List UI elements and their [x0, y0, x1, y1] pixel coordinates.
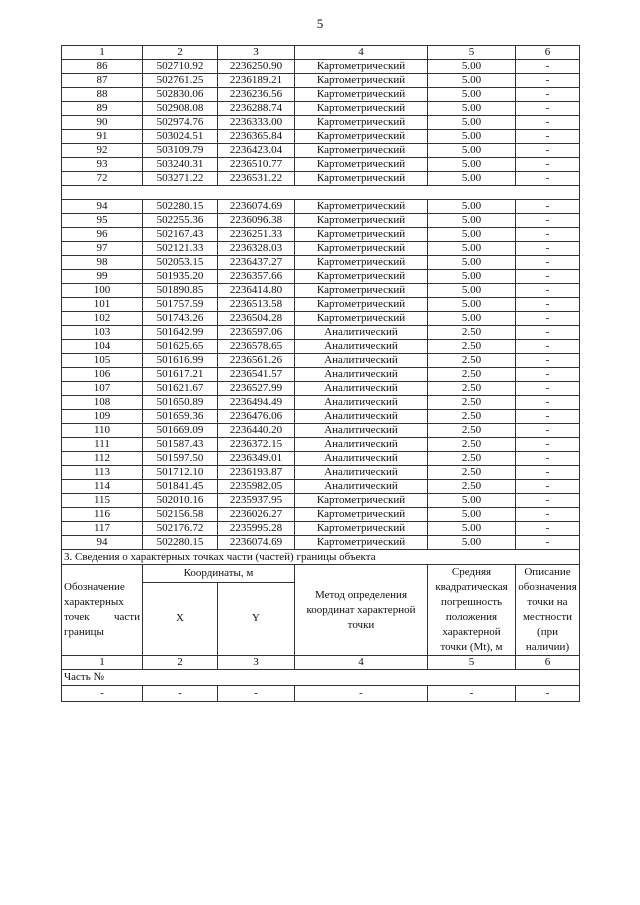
- coord-y: 2236288.74: [218, 102, 295, 116]
- coordinates-header: Координаты, м: [143, 565, 295, 583]
- description: -: [516, 326, 580, 340]
- table-row: [62, 242, 580, 256]
- coord-y: 2236074.69: [218, 536, 295, 550]
- method: Аналитический: [295, 410, 428, 424]
- point-number: 86: [62, 60, 143, 74]
- precision: 2.50: [428, 368, 516, 382]
- column-number: 1: [62, 46, 143, 60]
- coord-x: 502761.25: [143, 74, 218, 88]
- table-row: [62, 494, 580, 508]
- point-number: 91: [62, 130, 143, 144]
- method: Картометрический: [295, 200, 428, 214]
- coord-x: 501625.65: [143, 340, 218, 354]
- point-designation-header: Обозначение характерных точек части границы: [62, 565, 143, 656]
- coord-y: 2236541.57: [218, 368, 295, 382]
- coord-y: 2236414.80: [218, 284, 295, 298]
- point-number: 103: [62, 326, 143, 340]
- coord-y: 2235982.05: [218, 480, 295, 494]
- method: Картометрический: [295, 74, 428, 88]
- column-number: 2: [143, 656, 218, 670]
- coord-y: 2236527.99: [218, 382, 295, 396]
- table-row: [62, 144, 580, 158]
- column-number: 4: [295, 46, 428, 60]
- point-number: 94: [62, 200, 143, 214]
- point-number: 95: [62, 214, 143, 228]
- precision: 5.00: [428, 256, 516, 270]
- description: -: [516, 494, 580, 508]
- point-number: 94: [62, 536, 143, 550]
- table-row: [62, 382, 580, 396]
- description: -: [516, 466, 580, 480]
- method: Картометрический: [295, 270, 428, 284]
- coord-y: 2236251.33: [218, 228, 295, 242]
- precision: 5.00: [428, 144, 516, 158]
- coord-x: 502280.15: [143, 536, 218, 550]
- point-number: 97: [62, 242, 143, 256]
- coord-x: 502053.15: [143, 256, 218, 270]
- point-number: 88: [62, 88, 143, 102]
- description: -: [516, 298, 580, 312]
- description: -: [516, 130, 580, 144]
- precision: 2.50: [428, 354, 516, 368]
- coord-x: 502974.76: [143, 116, 218, 130]
- table-row: [62, 60, 580, 74]
- precision: 2.50: [428, 326, 516, 340]
- point-number: 101: [62, 298, 143, 312]
- coord-x: 501642.99: [143, 326, 218, 340]
- empty-value: -: [143, 686, 218, 702]
- point-number: 98: [62, 256, 143, 270]
- coord-y: 2236250.90: [218, 60, 295, 74]
- method: Картометрический: [295, 214, 428, 228]
- part-label-row: [62, 670, 580, 686]
- coord-x: 501621.67: [143, 382, 218, 396]
- table-row: [62, 536, 580, 550]
- coord-x: 502010.16: [143, 494, 218, 508]
- description: -: [516, 74, 580, 88]
- description: -: [516, 382, 580, 396]
- point-number: 110: [62, 424, 143, 438]
- precision: 5.00: [428, 228, 516, 242]
- boundary-points-table: [61, 45, 580, 702]
- point-number: 107: [62, 382, 143, 396]
- table-row: [62, 74, 580, 88]
- method: Картометрический: [295, 522, 428, 536]
- coord-y: 2236026.27: [218, 508, 295, 522]
- description: -: [516, 284, 580, 298]
- method: Картометрический: [295, 102, 428, 116]
- description: -: [516, 60, 580, 74]
- coord-y: 2236328.03: [218, 242, 295, 256]
- description: -: [516, 522, 580, 536]
- table-row: [62, 200, 580, 214]
- method: Аналитический: [295, 480, 428, 494]
- empty-data-row: [62, 686, 580, 702]
- coord-y: 2236349.01: [218, 452, 295, 466]
- empty-cell: [62, 186, 580, 200]
- precision: 5.00: [428, 172, 516, 186]
- coord-y: 2236504.28: [218, 312, 295, 326]
- method: Аналитический: [295, 340, 428, 354]
- empty-value: -: [218, 686, 295, 702]
- table-row: [62, 298, 580, 312]
- section-title: 3. Сведения о характерных точках части (частей) границы объекта: [62, 550, 580, 565]
- method: Аналитический: [295, 424, 428, 438]
- table-row: [62, 228, 580, 242]
- coord-x: 501617.21: [143, 368, 218, 382]
- point-number: 100: [62, 284, 143, 298]
- precision: 2.50: [428, 480, 516, 494]
- method: Картометрический: [295, 312, 428, 326]
- coord-x: 501616.99: [143, 354, 218, 368]
- description: -: [516, 410, 580, 424]
- description: -: [516, 424, 580, 438]
- coord-y: 2236189.21: [218, 74, 295, 88]
- coord-x: 502176.72: [143, 522, 218, 536]
- method: Аналитический: [295, 452, 428, 466]
- description: -: [516, 228, 580, 242]
- y-header: Y: [218, 582, 295, 655]
- coord-y: 2236074.69: [218, 200, 295, 214]
- column-number: 1: [62, 656, 143, 670]
- description: -: [516, 172, 580, 186]
- coord-x: 502280.15: [143, 200, 218, 214]
- coord-y: 2236096.38: [218, 214, 295, 228]
- coord-y: 2236531.22: [218, 172, 295, 186]
- section-header-row-1: [62, 565, 580, 583]
- precision: 5.00: [428, 270, 516, 284]
- coord-y: 2236494.49: [218, 396, 295, 410]
- table-row: [62, 88, 580, 102]
- precision: 5.00: [428, 312, 516, 326]
- method: Аналитический: [295, 438, 428, 452]
- table-row: [62, 116, 580, 130]
- coord-x: 501669.09: [143, 424, 218, 438]
- precision-header: Средняя квадратическая погрешность положения характерной точки (Mt), м: [428, 565, 516, 656]
- coord-y: 2236437.27: [218, 256, 295, 270]
- coord-x: 501597.50: [143, 452, 218, 466]
- coord-y: 2236333.00: [218, 116, 295, 130]
- coord-x: 501841.45: [143, 480, 218, 494]
- coord-x: 502156.58: [143, 508, 218, 522]
- description: -: [516, 480, 580, 494]
- table-row: [62, 102, 580, 116]
- method: Картометрический: [295, 256, 428, 270]
- coord-y: 2236193.87: [218, 466, 295, 480]
- method: Картометрический: [295, 130, 428, 144]
- column-number: 6: [516, 656, 580, 670]
- precision: 2.50: [428, 452, 516, 466]
- coord-x: 501587.43: [143, 438, 218, 452]
- method: Картометрический: [295, 242, 428, 256]
- coord-y: 2236236.56: [218, 88, 295, 102]
- precision: 5.00: [428, 158, 516, 172]
- description: -: [516, 102, 580, 116]
- point-number: 108: [62, 396, 143, 410]
- description: -: [516, 270, 580, 284]
- method-header: Метод определения координат характерной точки: [295, 565, 428, 656]
- precision: 5.00: [428, 200, 516, 214]
- table-row: [62, 368, 580, 382]
- coord-x: 501935.20: [143, 270, 218, 284]
- column-number: 4: [295, 656, 428, 670]
- section-column-number-row: [62, 656, 580, 670]
- method: Картометрический: [295, 60, 428, 74]
- table-row: [62, 284, 580, 298]
- coord-x: 501890.85: [143, 284, 218, 298]
- precision: 5.00: [428, 284, 516, 298]
- precision: 2.50: [428, 410, 516, 424]
- table-row: [62, 158, 580, 172]
- precision: 2.50: [428, 424, 516, 438]
- coord-x: 503024.51: [143, 130, 218, 144]
- table-row: [62, 214, 580, 228]
- method: Картометрический: [295, 158, 428, 172]
- table-row: [62, 130, 580, 144]
- table-row: [62, 354, 580, 368]
- coord-y: 2236440.20: [218, 424, 295, 438]
- coord-y: 2236561.26: [218, 354, 295, 368]
- description-header: Описание обозначения точки на местности (при наличии): [516, 565, 580, 656]
- table-row: [62, 326, 580, 340]
- method: Аналитический: [295, 382, 428, 396]
- description: -: [516, 214, 580, 228]
- precision: 2.50: [428, 382, 516, 396]
- column-number: 5: [428, 46, 516, 60]
- method: Картометрический: [295, 116, 428, 130]
- point-number: 112: [62, 452, 143, 466]
- column-number: 5: [428, 656, 516, 670]
- coord-y: 2236513.58: [218, 298, 295, 312]
- method: Картометрический: [295, 536, 428, 550]
- empty-value: -: [428, 686, 516, 702]
- coord-x: 501659.36: [143, 410, 218, 424]
- point-number: 87: [62, 74, 143, 88]
- point-number: 104: [62, 340, 143, 354]
- description: -: [516, 242, 580, 256]
- coord-x: 502121.33: [143, 242, 218, 256]
- table-row: [62, 410, 580, 424]
- coord-y: 2236578.65: [218, 340, 295, 354]
- method: Аналитический: [295, 466, 428, 480]
- description: -: [516, 536, 580, 550]
- table-row: [62, 256, 580, 270]
- point-number: 113: [62, 466, 143, 480]
- description: -: [516, 200, 580, 214]
- table-row: [62, 452, 580, 466]
- description: -: [516, 312, 580, 326]
- precision: 5.00: [428, 522, 516, 536]
- point-number: 117: [62, 522, 143, 536]
- precision: 2.50: [428, 438, 516, 452]
- description: -: [516, 396, 580, 410]
- x-header: X: [143, 582, 218, 655]
- precision: 5.00: [428, 74, 516, 88]
- point-number: 96: [62, 228, 143, 242]
- method: Картометрический: [295, 298, 428, 312]
- description: -: [516, 508, 580, 522]
- method: Аналитический: [295, 354, 428, 368]
- precision: 5.00: [428, 60, 516, 74]
- table-row: [62, 522, 580, 536]
- coord-x: 502710.92: [143, 60, 218, 74]
- coord-x: 501650.89: [143, 396, 218, 410]
- coord-y: 2236365.84: [218, 130, 295, 144]
- table-row: [62, 508, 580, 522]
- precision: 5.00: [428, 536, 516, 550]
- empty-value: -: [516, 686, 580, 702]
- coord-x: 502255.36: [143, 214, 218, 228]
- method: Картометрический: [295, 284, 428, 298]
- description: -: [516, 256, 580, 270]
- description: -: [516, 340, 580, 354]
- precision: 2.50: [428, 340, 516, 354]
- coord-x: 501757.59: [143, 298, 218, 312]
- method: Картометрический: [295, 228, 428, 242]
- description: -: [516, 354, 580, 368]
- method: Картометрический: [295, 494, 428, 508]
- precision: 2.50: [428, 396, 516, 410]
- method: Картометрический: [295, 172, 428, 186]
- precision: 5.00: [428, 102, 516, 116]
- column-number: 3: [218, 46, 295, 60]
- point-number: 114: [62, 480, 143, 494]
- coord-x: 503109.79: [143, 144, 218, 158]
- precision: 5.00: [428, 298, 516, 312]
- point-number: 92: [62, 144, 143, 158]
- point-number: 72: [62, 172, 143, 186]
- page-number: 5: [316, 16, 324, 31]
- coord-y: 2236476.06: [218, 410, 295, 424]
- coord-y: 2236510.77: [218, 158, 295, 172]
- method: Картометрический: [295, 88, 428, 102]
- point-number: 102: [62, 312, 143, 326]
- coord-x: 503240.31: [143, 158, 218, 172]
- coord-x: 502167.43: [143, 228, 218, 242]
- point-number: 89: [62, 102, 143, 116]
- point-number: 99: [62, 270, 143, 284]
- precision: 5.00: [428, 130, 516, 144]
- empty-value: -: [62, 686, 143, 702]
- coord-x: 502830.06: [143, 88, 218, 102]
- precision: 5.00: [428, 116, 516, 130]
- section-title-row: [62, 550, 580, 565]
- coord-x: 501712.10: [143, 466, 218, 480]
- point-number: 90: [62, 116, 143, 130]
- coord-y: 2235995.28: [218, 522, 295, 536]
- precision: 5.00: [428, 494, 516, 508]
- method: Картометрический: [295, 144, 428, 158]
- description: -: [516, 368, 580, 382]
- method: Аналитический: [295, 396, 428, 410]
- precision: 5.00: [428, 214, 516, 228]
- table-row: [62, 312, 580, 326]
- column-number-row: [62, 46, 580, 60]
- column-number: 6: [516, 46, 580, 60]
- coord-y: 2236357.66: [218, 270, 295, 284]
- precision: 2.50: [428, 466, 516, 480]
- coord-y: 2235937.95: [218, 494, 295, 508]
- empty-value: -: [295, 686, 428, 702]
- point-number: 116: [62, 508, 143, 522]
- description: -: [516, 158, 580, 172]
- method: Аналитический: [295, 326, 428, 340]
- part-label: Часть №: [62, 670, 580, 686]
- table-row: [62, 480, 580, 494]
- point-number: 105: [62, 354, 143, 368]
- description: -: [516, 452, 580, 466]
- method: Картометрический: [295, 508, 428, 522]
- table-row: [62, 466, 580, 480]
- table-row: [62, 438, 580, 452]
- coord-x: 503271.22: [143, 172, 218, 186]
- point-number: 106: [62, 368, 143, 382]
- precision: 5.00: [428, 242, 516, 256]
- table-row: [62, 340, 580, 354]
- point-number: 93: [62, 158, 143, 172]
- column-number: 3: [218, 656, 295, 670]
- table-row: [62, 396, 580, 410]
- group-separator-row: [62, 186, 580, 200]
- description: -: [516, 88, 580, 102]
- point-number: 111: [62, 438, 143, 452]
- column-number: 2: [143, 46, 218, 60]
- coord-x: 501743.26: [143, 312, 218, 326]
- table-row: [62, 172, 580, 186]
- coord-x: 502908.08: [143, 102, 218, 116]
- description: -: [516, 116, 580, 130]
- description: -: [516, 438, 580, 452]
- coord-y: 2236597.06: [218, 326, 295, 340]
- point-number: 109: [62, 410, 143, 424]
- coord-y: 2236423.04: [218, 144, 295, 158]
- method: Аналитический: [295, 368, 428, 382]
- table-row: [62, 270, 580, 284]
- coord-y: 2236372.15: [218, 438, 295, 452]
- description: -: [516, 144, 580, 158]
- precision: 5.00: [428, 508, 516, 522]
- precision: 5.00: [428, 88, 516, 102]
- point-number: 115: [62, 494, 143, 508]
- table-row: [62, 424, 580, 438]
